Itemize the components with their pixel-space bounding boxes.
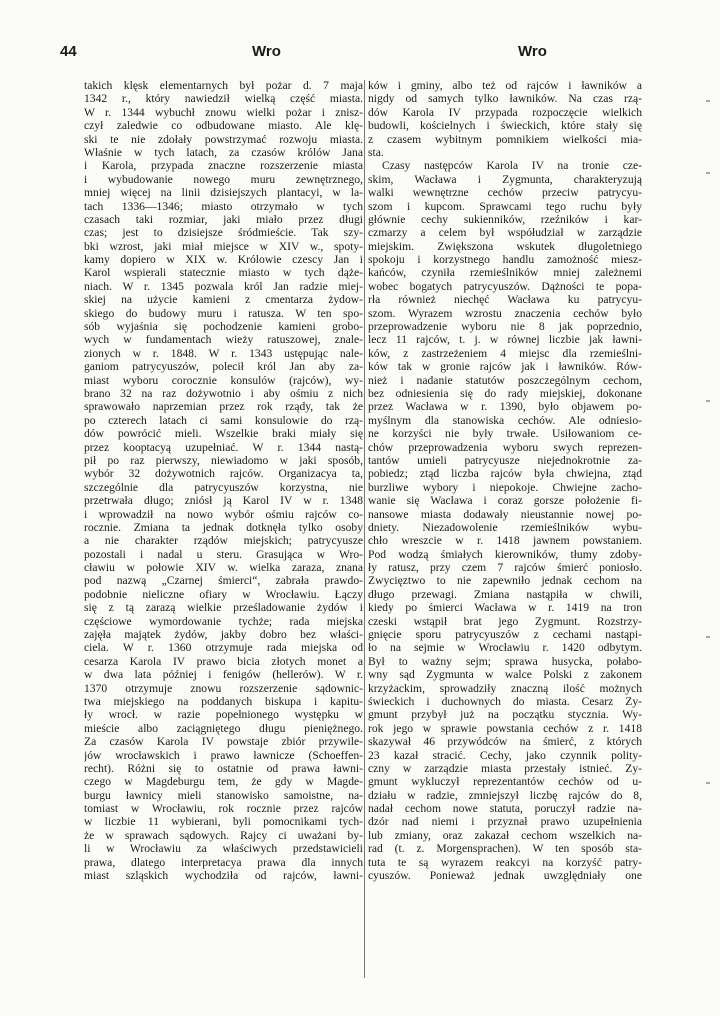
text-line: takich klęsk elementarnych był pożar d. 7 maja <box>84 79 363 92</box>
text-line: cesarza Karola IV prawo bicia złotych monet a <box>84 654 363 668</box>
text-line: Zwycięztwo to nie zapewniło jednak cechom na <box>368 574 642 588</box>
text-line: świeckich i duchownych do miasta. Cesarz Zy- <box>368 694 642 708</box>
text-line: cławiu w połowie XIV w. wielka zaraza, znana <box>84 561 363 575</box>
text-line: zajęła majątek żydów, jakby dobro bez właści- <box>84 628 363 642</box>
text-line: ski te nie zdołały powstrzymać rozwoju miasta. <box>84 132 363 146</box>
text-line: pobiedz; ztąd liczba rajców była chwiejna, ztąd <box>368 467 642 481</box>
text-line: brano 32 na raz dożywotnio i aby ośmiu z nich <box>84 386 363 400</box>
text-line: czmarzy a celem był współudział w zarządzie <box>368 226 642 240</box>
text-line: spokoju i korzystnego handlu zamożność miesz- <box>368 253 642 267</box>
text-line: 23 kazał stracić. Cechy, jako czynnik polity- <box>368 748 642 762</box>
text-line: lub zmiany, oraz zakazał cechom wszelkich na- <box>368 828 642 842</box>
text-line: dniety. Niezadowolenie rzemieślników wybu- <box>368 520 642 534</box>
text-line: przeprowadzenie wyboru nie 8 jak poprzednio, <box>368 320 642 334</box>
text-line: miast szląskich wychodziła od rajców, ławni- <box>84 869 363 883</box>
text-line: przez Wacława w r. 1390, było objawem po- <box>368 400 642 414</box>
text-line: burzliwe wybory i niepokoje. Chwiejne zacho- <box>368 480 642 494</box>
text-line: podobnie nieliczne ofiary w Wrocławiu. Łączy <box>84 587 363 601</box>
text-line: wych w fundamentach wieży ratuszowej, znale- <box>84 333 363 347</box>
text-line: miejskim. Zwiększona wskutek długoletniego <box>368 239 642 253</box>
text-line: pił po raz pierwszy, niewiadomo w jaki sposób, <box>84 453 363 467</box>
page-header <box>60 43 660 65</box>
text-line: jów wrocławskich i prawo ławnicze (Schoeffen- <box>84 748 363 762</box>
right-text-column <box>368 79 642 882</box>
text-line: dów Karola IV przypada rozpoczęcie wielkich <box>368 105 642 119</box>
text-line: lecz 11 rajców, t. j. w równej liczbie jak ławni- <box>368 333 642 347</box>
text-line: szom. Wyrazem wzrostu znaczenia cechów było <box>368 306 642 320</box>
margin-mark <box>706 400 710 402</box>
text-line: czny w zarządzie miasta przestały istnieć. Zy- <box>368 761 642 775</box>
text-line: ków, z zastrzeżeniem 4 miejsc dla rzemieślni- <box>368 346 642 360</box>
text-line: bki wzrost, jaki miał miejsce w XIV w., spoty- <box>84 239 363 253</box>
text-line: sta. <box>368 145 384 159</box>
text-line: rła również niechęć Wacława ku patrycyu- <box>368 293 642 307</box>
text-line: i wybudowanie nowego muru zewnętrznego, <box>84 172 363 186</box>
text-line: w liczbie 11 wybierani, byli pomocnikami tych- <box>84 815 363 829</box>
text-line: czył zaledwie co odbudowane miasto. Ale klę- <box>84 119 363 133</box>
text-line: nież i nadanie statutów poszczególnym cechom, <box>368 373 642 387</box>
text-line: dów powrócić mieli. Wszelkie braki miały się <box>84 427 363 441</box>
text-line: przetrwała długo; zniósł ją Karol IV w r. 1348 <box>84 494 363 508</box>
text-line: przez kooptacyą uzupełniać. W r. 1344 nastą- <box>84 440 363 454</box>
text-line: szom i kupcom. Sprawcami tego ruchu były <box>368 199 642 213</box>
text-line: kiedy po śmierci Wacława w r. 1419 na tron <box>368 601 642 615</box>
text-line: 1342 r., który nawiedził wielką część miasta. <box>84 92 363 106</box>
page-number: 44 <box>60 43 77 60</box>
text-line: nigdy od samych tylko ławników. Na czas rzą- <box>368 92 642 106</box>
text-line: tach 1336—1346; miasto otrzymało w tych <box>84 199 363 213</box>
text-line: walki wewnętrzne cechów przeciw patrycyu- <box>368 186 642 200</box>
text-line: w dwa lata później i fenigów (hellerów). W r. <box>84 668 363 682</box>
column-divider <box>364 80 365 978</box>
text-line: skim, Wacława i Zygmunta, charakteryzują <box>368 172 642 186</box>
margin-mark <box>706 636 710 638</box>
text-line: myślnym dla stanowiska cechów. Ale odniesio- <box>368 413 642 427</box>
text-line: nansowe miasta dodawały nieustannie nowej po- <box>368 507 642 521</box>
text-line: Za czasów Karola IV powstaje zbiór przywile- <box>84 735 363 749</box>
text-line: dzór nad niemi i przyznał prawo uzupełnienia <box>368 815 642 829</box>
text-line: skiego do budowy muru i ratusza. W ten spo- <box>84 306 363 320</box>
text-line: ków tak w gronie rajców jak i ławników. Rów- <box>368 360 642 374</box>
text-line: Pod wodzą śmiałych kierowników, tłumy zdoby- <box>368 547 642 561</box>
running-head-left: Wro <box>252 43 281 60</box>
text-line: długo przewagi. Zmiana nastąpiła w chwili, <box>368 587 642 601</box>
text-line: gmunt wykluczył reprezentantów cechów od u- <box>368 775 642 789</box>
text-line: chło wreszcie w r. 1418 jawnem powstaniem. <box>368 534 642 548</box>
text-line: a nie charakter rządów miejskich; patrycyusze <box>84 534 363 548</box>
text-line: kańców, czyniła rzemieślników mniej zależnemi <box>368 266 642 280</box>
running-head-right: Wro <box>518 43 547 60</box>
text-line: ne korzyści nie były trwałe. Usiłowaniom ce- <box>368 427 642 441</box>
text-line: chów przeprowadzenia wyboru swych reprezen- <box>368 440 642 454</box>
text-line: li w Wrocławiu za właściwych przedstawicieli <box>84 842 363 856</box>
text-line: czego w Magdeburgu tem, że gdy w Magde- <box>84 775 363 789</box>
text-line: pod nazwą „Czarnej śmierci“, zabrała prawdo- <box>84 574 363 588</box>
text-line: gmunt przybył już na początku stycznia. Wy- <box>368 708 642 722</box>
text-line: W r. 1344 wybuchł znowu wielki pożar i znisz- <box>84 105 363 119</box>
text-line: mieście albo zaciągniętego długu pieniężnego. <box>84 721 363 735</box>
margin-mark <box>706 782 710 784</box>
text-line: czasach taki rozmiar, jaki miało przez długi <box>84 212 363 226</box>
text-line: cyuszów. Ponieważ jednak uwzględniały one <box>368 869 642 883</box>
text-line: rok jego w sprawie powstania cechów z r. 1418 <box>368 721 642 735</box>
text-line: że w sprawach sądowych. Rajcy ci uważani by- <box>84 828 363 842</box>
text-line: czas; jest to dzisiejsze śródmieście. Tak szy- <box>84 226 363 240</box>
text-line: niach. W r. 1345 pozwala król Jan radzie miej- <box>84 279 363 293</box>
text-line: częściowe wymordowanie tychże; rada miejska <box>84 614 363 628</box>
text-line: ło na sejmie w Wrocławiu r. 1420 odbytym. <box>368 641 642 655</box>
text-line: skazywał 46 przywódców na śmierć, z których <box>368 735 642 749</box>
text-line: prawa, dlatego interpretacya prawa dla innych <box>84 855 363 869</box>
text-line: tuta te są wyrazem reakcyi na korzyść patry- <box>368 855 642 869</box>
text-line: głównie cechy sukienników, rzeźników i kar- <box>368 212 642 226</box>
text-line: 1370 otrzymuje znowu rozszerzenie sądownic- <box>84 681 363 695</box>
text-line: burgu ławnicy mieli stanowisko samoistne, na- <box>84 788 363 802</box>
text-line: recht). Różni się to ostatnie od prawa ławni- <box>84 761 363 775</box>
text-line: wanie się Wacława i coraz gorsze położenie fi- <box>368 494 642 508</box>
text-line: czeski wstąpił brat jego Zygmunt. Rozstrzy- <box>368 614 642 628</box>
text-line: wobec bogatych patrycyuszów. Dążności te popa- <box>368 279 642 293</box>
text-line: ły ratusz, przy czem 7 rajców śmierć poniosło. <box>368 561 642 575</box>
text-line: tantów umieli patrycyusze niejednokrotnie za- <box>368 453 642 467</box>
text-line: ły wrocł. w razie popełnionego występku w <box>84 708 363 722</box>
text-line: po czterech latach ci sami konsulowie do rzą- <box>84 413 363 427</box>
text-line: twa miejskiego na poddanych biskupa i kapitu- <box>84 694 363 708</box>
text-line: skiej na użycie kamieni z cmentarza żydow- <box>84 293 363 307</box>
text-line: budowli, kościelnych i świeckich, które stały się <box>368 119 642 133</box>
text-line: Czasy następców Karola IV na tronie cze- <box>382 159 642 173</box>
text-line: Był to ważny sejm; sprawa husycka, połabo- <box>368 654 642 668</box>
left-text-column <box>84 79 363 882</box>
text-line: gnięcie sporu patrycyuszów z cechami nastąpi- <box>368 628 642 642</box>
text-line: Właśnie w tych latach, za czasów królów Jana <box>84 145 363 159</box>
text-line: zionych w r. 1848. W r. 1343 ustępując nale- <box>84 346 363 360</box>
text-line: rad (t. z. Morgensprachen). W ten sposób sta- <box>368 842 642 856</box>
text-line: rocznie. Zmiana ta jednak dotknęła tylko osoby <box>84 520 363 534</box>
margin-mark <box>706 100 710 102</box>
text-line: krzyżackim, sprowadziły znaczną ilość możnych <box>368 681 642 695</box>
text-line: ciela. W r. 1360 otrzymuje rada miejska od <box>84 641 363 655</box>
text-line: ganiom patrycyuszów, polecił król Jan aby za- <box>84 360 363 374</box>
text-line: mniej więcej na linii dzisiejszych plantacyi, w la- <box>84 186 363 200</box>
text-line: ków i gminy, albo też od rajców i ławników a <box>368 79 642 92</box>
text-line: wny sąd Zygmunta w walce Polski z zakonem <box>368 668 642 682</box>
text-line: z czasem wybitnym pomnikiem wielkości mia- <box>368 132 642 146</box>
text-line: działu w radzie, zmniejszył liczbę rajców do 8, <box>368 788 642 802</box>
text-line: kamy dopiero w XIX w. Królowie czescy Jan i <box>84 253 363 267</box>
text-line: bez odniesienia się do rady miejskiej, dokonane <box>368 386 642 400</box>
text-line: szczególnie dla patrycyuszów korzystna, nie <box>84 480 363 494</box>
margin-mark <box>706 172 710 174</box>
text-line: i Karola, przypada znaczne rozszerzenie miasta <box>84 159 363 173</box>
text-line: Karol wspierali statecznie miasto w tych dąże- <box>84 266 363 280</box>
text-line: sprawowało naprzemian przez rok rządy, tak że <box>84 400 363 414</box>
text-line: się z tą zarazą wielkie prześladowanie żydów i <box>84 601 363 615</box>
text-line: miast wyboru corocznie konsulów (rajców), wy- <box>84 373 363 387</box>
text-line: i wprowadził na nowo wybór ośmiu rajców co- <box>84 507 363 521</box>
text-line: wybór 32 dożywotnich rajców. Organizacya ta, <box>84 467 363 481</box>
text-line: sób wyjaśnia się pochodzenie kamieni grobo- <box>84 320 363 334</box>
text-line: tomiast w Wrocławiu, rok rocznie przez rajców <box>84 802 363 816</box>
text-line: pozostali i nadal u steru. Grasująca w Wro- <box>84 547 363 561</box>
text-line: nadał cechom nowe statuta, poruczył radzie na- <box>368 802 642 816</box>
